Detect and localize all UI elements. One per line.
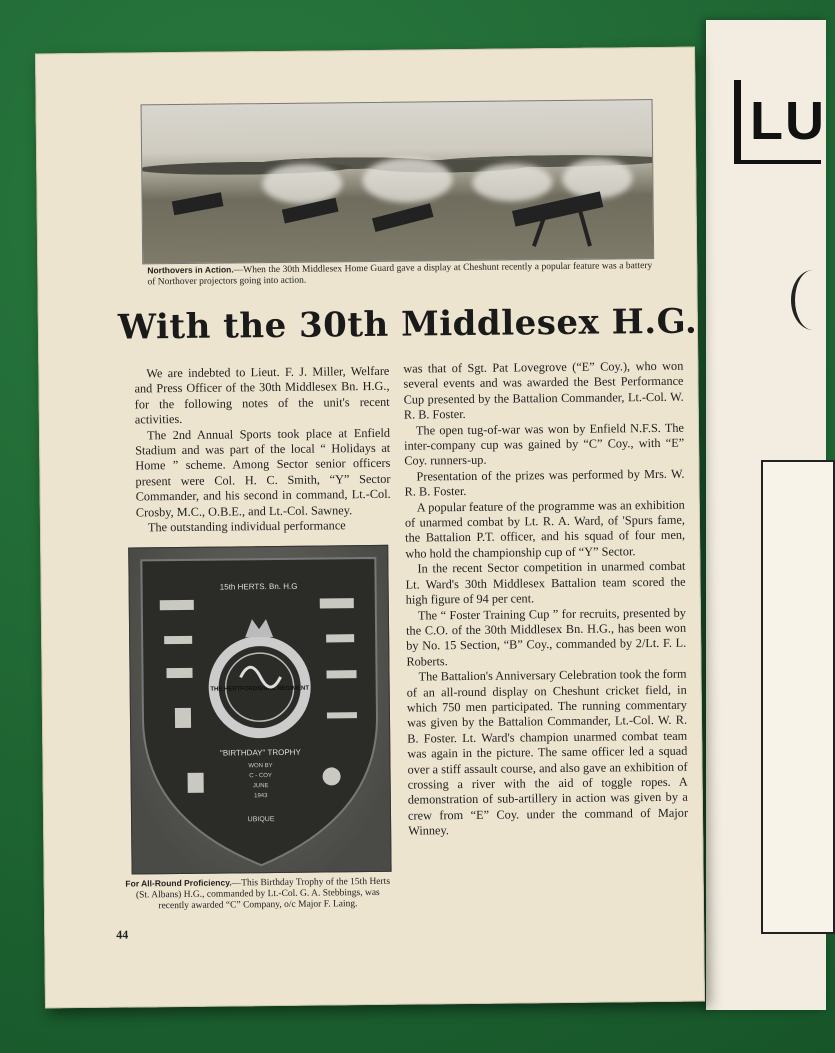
shield-top-text: 15th HERTS. Bn. H.G xyxy=(219,581,298,592)
magazine-page xyxy=(35,47,705,1009)
paragraph: The outstanding individual performance xyxy=(147,518,346,535)
adjacent-page-letters: LU xyxy=(750,91,826,151)
trophy-caption xyxy=(120,876,396,913)
trophy-month: JUNE xyxy=(252,783,269,790)
paragraph: The open tug-of-war was won by Enfield N.F.S. The inter-company cup was gained by “C” Coy., with “E” Coy. runners-up. xyxy=(404,420,685,469)
projector-gun xyxy=(372,203,434,232)
adjacent-page-ornament xyxy=(791,270,835,330)
paragraph: was that of Sgt. Pat Lovegrove (“E” Coy.), who won several events and was awarded the Best Performance Cup presented by the Battalion Commander, Lt.-Col. W. R. B. Foster. xyxy=(403,358,684,422)
trophy-shield-illustration xyxy=(129,546,390,874)
birthday-trophy-photo xyxy=(128,545,391,875)
article-left-column xyxy=(134,364,391,536)
trophy-year: 1943 xyxy=(254,793,268,800)
shield-ring-text: THE HERTFORDSHIRE REGIMENT xyxy=(210,685,310,693)
paragraph: The 2nd Annual Sports took place at Enfield Stadium and was part of the local “ Holidays at Home ” scheme. Among Sector senior officers present were Col. H. C. Smith, “Y” Sector Commander, and his second in command, Lt.-Col. Crosby, M.C., O.B.E., and Lt.-Col. Sawney. xyxy=(135,425,391,520)
paragraph: The Battalion's Anniversary Celebration took the form of an all-round display on Cheshunt cricket field, in which 750 men participated. The running commentary was given by the Battalion Commander, Lt.-Col. W. R. B. Foster. Lt. Ward's champion unarmed combat team was again in the picture. The same officer led a squad over a stiff assault course, and also gave an exhibition of crossing a river with the aid of toggle ropes. A demonstration of sub-artillery in action was given by a crew from “E” Coy. under the command of Major Winney. xyxy=(406,666,689,838)
northover-caption xyxy=(147,260,652,288)
projector-leg xyxy=(578,209,592,247)
shield-motto: UBIQUE xyxy=(247,816,275,824)
paragraph: A popular feature of the programme was an exhibition of unarmed combat by Lt. R. A. Ward, of 'Spurs fame, the Battalion P.T. officer, and his squad of four men, who hold the championship cup of “Y” Sector. xyxy=(404,497,686,561)
trophy-caption-text: —This Birthday Trophy of the 15th Herts (St. Albans) H.G., commanded by Lt.-Col. G. A. Stebbings, was recently awarded “C” Company, o/c Major F. Laing. xyxy=(135,876,391,912)
northover-caption-head: Northovers in Action. xyxy=(147,264,234,276)
trophy-coy: C - COY xyxy=(249,773,272,780)
trophy-title: "BIRTHDAY" TROPHY xyxy=(219,747,301,758)
northover-photo xyxy=(141,99,655,264)
page-number: 44 xyxy=(116,927,129,942)
article-headline: With the 30th Middlesex H.G. xyxy=(117,301,698,348)
paragraph: The “ Foster Training Cup ” for recruits, presented by the C.O. of the 30th Middlesex Bn. H.G., has been won by No. 15 Section, “B” Coy., commanded by 2/Lt. F. L. Roberts. xyxy=(406,605,687,669)
photo-smoke xyxy=(472,163,552,202)
adjacent-page-box xyxy=(761,460,835,934)
paragraph: In the recent Sector competition in unarmed combat Lt. Ward's 30th Middlesex Battalion team scored the high figure of 94 per cent. xyxy=(405,558,686,607)
projector-gun xyxy=(172,192,224,215)
trophy-won: WON BY xyxy=(248,763,273,770)
adjacent-page xyxy=(706,20,826,1010)
photo-smoke xyxy=(362,157,452,203)
paragraph: Presentation of the prizes was performed by Mrs. W. R. B. Foster. xyxy=(404,466,685,499)
article-right-column xyxy=(403,359,688,839)
paragraph: We are indebted to Lieut. F. J. Miller, Welfare and Press Officer of the 30th Middlesex Bn. H.G., for the following notes of the unit's recent activities. xyxy=(134,363,390,427)
trophy-caption-head: For All-Round Proficiency. xyxy=(125,877,232,889)
northover-caption-text: —When the 30th Middlesex Home Guard gave a display at Cheshunt recently a popular feature was a battery of Northover projectors going into action. xyxy=(147,261,653,288)
